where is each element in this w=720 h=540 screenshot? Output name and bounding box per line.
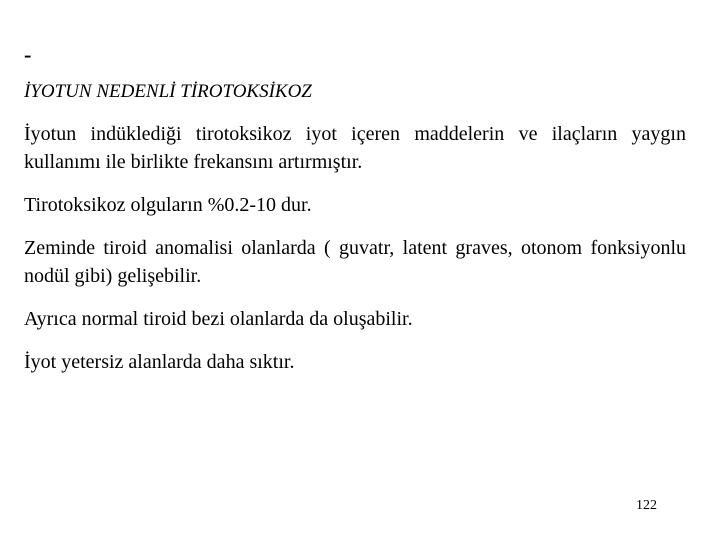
page-number: 122	[636, 498, 657, 513]
slide-marker: -	[24, 42, 32, 67]
paragraph-thyroid-anomaly: Zeminde tiroid anomalisi olanlarda ( guvatr, latent graves, otonom fonksiyonlu nodül gibi) gelişebilir.	[24, 237, 686, 287]
paragraph-incidence: Tirotoksikoz olguların %0.2-10 dur.	[24, 194, 312, 216]
paragraph-normal-thyroid: Ayrıca normal tiroid bezi olanlarda da oluşabilir.	[24, 308, 413, 330]
slide-body	[24, 120, 686, 391]
slide-title: İYOTUN NEDENLİ TİROTOKSİKOZ	[24, 81, 312, 102]
paragraph-iodine-deficient: İyot yetersiz alanlarda daha sıktır.	[24, 351, 295, 373]
paragraph-iodine-induced: İyotun indüklediği tirotoksikoz iyot içeren maddelerin ve ilaçların yaygın kullanımı ile birlikte frekansını artırmıştır.	[24, 123, 686, 173]
